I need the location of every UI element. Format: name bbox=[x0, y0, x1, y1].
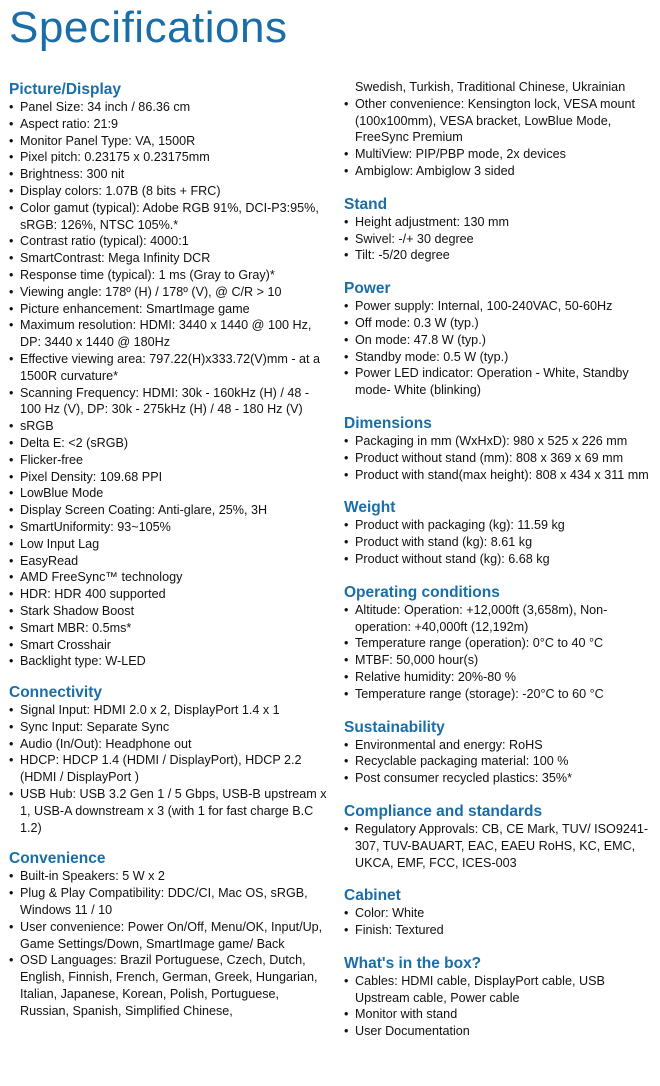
section-sustainability bbox=[344, 717, 656, 787]
spec-item: • Contrast ratio (typical): 4000:1 bbox=[9, 233, 331, 250]
spec-item: • Post consumer recycled plastics: 35%* bbox=[344, 770, 656, 787]
spec-item: • HDCP: HDCP 1.4 (HDMI / DisplayPort), HDCP 2.2 (HDMI / DisplayPort ) bbox=[9, 752, 331, 786]
spec-item: • Sync Input: Separate Sync bbox=[9, 719, 331, 736]
spec-item: • OSD Languages: Brazil Portuguese, Czech, Dutch, English, Finnish, French, German, Greek, Hungarian, Italian, Japanese, Korean, Polish, Portuguese, Russian, Spanish, Simplified Chinese, bbox=[9, 952, 331, 1019]
spec-item: • Maximum resolution: HDMI: 3440 x 1440 @ 100 Hz, DP: 3440 x 1440 @ 180Hz bbox=[9, 317, 331, 351]
page-title: Specifications bbox=[9, 3, 288, 52]
right-column bbox=[344, 79, 656, 1040]
spec-item: • Relative humidity: 20%-80 % bbox=[344, 669, 656, 686]
spec-item: • Power LED indicator: Operation - White, Standby mode- White (blinking) bbox=[344, 365, 656, 399]
spec-item: • Finish: Textured bbox=[344, 922, 656, 939]
section-weight bbox=[344, 497, 656, 567]
spec-item: • Viewing angle: 178º (H) / 178º (V), @ C/R > 10 bbox=[9, 284, 331, 301]
section-stand bbox=[344, 194, 656, 264]
section-title: Cabinet bbox=[344, 887, 401, 905]
section-what-s-in-the-box bbox=[344, 953, 656, 1040]
spec-item: • Altitude: Operation: +12,000ft (3,658m), Non-operation: +40,000ft (12,192m) bbox=[344, 602, 656, 636]
spec-item: • Height adjustment: 130 mm bbox=[344, 214, 656, 231]
left-column bbox=[9, 79, 331, 1020]
section-title: Stand bbox=[344, 195, 388, 213]
spec-item: • Product without stand (kg): 6.68 kg bbox=[344, 551, 656, 568]
spec-item: • Scanning Frequency: HDMI: 30k - 160kHz (H) / 48 - 100 Hz (V), DP: 30k - 275kHz (H) / 48 - 180 Hz (V) bbox=[9, 385, 331, 419]
section-picture-display bbox=[9, 79, 331, 670]
spec-item: • Off mode: 0.3 W (typ.) bbox=[344, 315, 656, 332]
section-title: What's in the box? bbox=[344, 954, 482, 972]
spec-item: • Other convenience: Kensington lock, VESA mount (100x100mm), VESA bracket, LowBlue Mode, FreeSync Premium bbox=[344, 96, 656, 146]
spec-item: • Product without stand (mm): 808 x 369 x 69 mm bbox=[344, 450, 656, 467]
spec-item: • Signal Input: HDMI 2.0 x 2, DisplayPort 1.4 x 1 bbox=[9, 702, 331, 719]
spec-item: • MultiView: PIP/PBP mode, 2x devices bbox=[344, 146, 656, 163]
section-title: Compliance and standards bbox=[344, 802, 543, 820]
section-title: Connectivity bbox=[9, 684, 103, 702]
section-convenience bbox=[9, 848, 331, 1019]
spec-item: • Backlight type: W-LED bbox=[9, 653, 331, 670]
spec-item: • SmartContrast: Mega Infinity DCR bbox=[9, 250, 331, 267]
spec-item: • Cables: HDMI cable, DisplayPort cable, USB Upstream cable, Power cable bbox=[344, 973, 656, 1007]
section-title: Dimensions bbox=[344, 414, 432, 432]
section-operating-conditions bbox=[344, 582, 656, 703]
spec-item: • Brightness: 300 nit bbox=[9, 166, 331, 183]
section-title: Sustainability bbox=[344, 718, 445, 736]
spec-item: • Aspect ratio: 21:9 bbox=[9, 116, 331, 133]
spec-item: • Plug & Play Compatibility: DDC/CI, Mac OS, sRGB, Windows 11 / 10 bbox=[9, 885, 331, 919]
spec-item: • Monitor Panel Type: VA, 1500R bbox=[9, 133, 331, 150]
spec-item: • Flicker-free bbox=[9, 452, 331, 469]
section-title: Weight bbox=[344, 499, 396, 517]
spec-item: • Stark Shadow Boost bbox=[9, 603, 331, 620]
spec-item: • Audio (In/Out): Headphone out bbox=[9, 736, 331, 753]
spec-item: • Pixel Density: 109.68 PPI bbox=[9, 469, 331, 486]
spec-item: • Swivel: -/+ 30 degree bbox=[344, 231, 656, 248]
spec-item: • Response time (typical): 1 ms (Gray to Gray)* bbox=[9, 267, 331, 284]
spec-item: • Built-in Speakers: 5 W x 2 bbox=[9, 868, 331, 885]
spec-item: • MTBF: 50,000 hour(s) bbox=[344, 652, 656, 669]
section-title: Convenience bbox=[9, 850, 106, 868]
continued-item-text: Swedish, Turkish, Traditional Chinese, Ukrainian bbox=[355, 80, 626, 94]
section-continued bbox=[344, 96, 656, 180]
section-connectivity bbox=[9, 682, 331, 836]
section-compliance-and-standards bbox=[344, 801, 656, 871]
spec-item: • Pixel pitch: 0.23175 x 0.23175mm bbox=[9, 149, 331, 166]
spec-item: • Picture enhancement: SmartImage game bbox=[9, 301, 331, 318]
spec-item: • Temperature range (operation): 0°C to 40 °C bbox=[344, 635, 656, 652]
spec-item: • Display colors: 1.07B (8 bits + FRC) bbox=[9, 183, 331, 200]
spec-item: • Temperature range (storage): -20°C to 60 °C bbox=[344, 686, 656, 703]
spec-item: • Environmental and energy: RoHS bbox=[344, 737, 656, 754]
spec-item: • sRGB bbox=[9, 418, 331, 435]
spec-item: • Product with packaging (kg): 11.59 kg bbox=[344, 517, 656, 534]
spec-item: • Color: White bbox=[344, 905, 656, 922]
spec-item: • On mode: 47.8 W (typ.) bbox=[344, 332, 656, 349]
spec-item: • Tilt: -5/20 degree bbox=[344, 247, 656, 264]
spec-item: • HDR: HDR 400 supported bbox=[9, 586, 331, 603]
spec-item: • Regulatory Approvals: CB, CE Mark, TUV/ ISO9241-307, TUV-BAUART, EAC, EAEU RoHS, KC, EMC, UKCA, EMF, FCC, ICES-003 bbox=[344, 821, 656, 871]
spec-item: • EasyRead bbox=[9, 553, 331, 570]
section-dimensions bbox=[344, 413, 656, 483]
spec-item: • Color gamut (typical): Adobe RGB 91%, DCI-P3:95%, sRGB: 126%, NTSC 105%.* bbox=[9, 200, 331, 234]
spec-item: • Panel Size: 34 inch / 86.36 cm bbox=[9, 99, 331, 116]
spec-item: • Low Input Lag bbox=[9, 536, 331, 553]
spec-item: • USB Hub: USB 3.2 Gen 1 / 5 Gbps, USB-B upstream x 1, USB-A downstream x 3 (with 1 for fast charge B.C 1.2) bbox=[9, 786, 331, 836]
spec-item: • Power supply: Internal, 100-240VAC, 50-60Hz bbox=[344, 298, 656, 315]
spec-item: • Product with stand(max height): 808 x 434 x 311 mm bbox=[344, 467, 656, 484]
section-title: Picture/Display bbox=[9, 81, 121, 98]
spec-item: • LowBlue Mode bbox=[9, 485, 331, 502]
spec-item: • Recyclable packaging material: 100 % bbox=[344, 753, 656, 770]
spec-item: • Display Screen Coating: Anti-glare, 25%, 3H bbox=[9, 502, 331, 519]
spec-item: • SmartUniformity: 93~105% bbox=[9, 519, 331, 536]
spec-item: • Effective viewing area: 797.22(H)x333.72(V)mm - at a 1500R curvature* bbox=[9, 351, 331, 385]
spec-item: • Ambiglow: Ambiglow 3 sided bbox=[344, 163, 656, 180]
spec-item: • Delta E: <2 (sRGB) bbox=[9, 435, 331, 452]
section-title: Power bbox=[344, 280, 391, 298]
spec-item: • Product with stand (kg): 8.61 kg bbox=[344, 534, 656, 551]
spec-item: • Monitor with stand bbox=[344, 1006, 656, 1023]
spec-item: • User convenience: Power On/Off, Menu/OK, Input/Up, Game Settings/Down, SmartImage game/ Back bbox=[9, 919, 331, 953]
section-cabinet bbox=[344, 885, 656, 939]
spec-item: • Packaging in mm (WxHxD): 980 x 525 x 226 mm bbox=[344, 433, 656, 450]
spec-item: • Standby mode: 0.5 W (typ.) bbox=[344, 349, 656, 366]
spec-item: • AMD FreeSync™ technology bbox=[9, 569, 331, 586]
section-power bbox=[344, 278, 656, 399]
spec-item: • User Documentation bbox=[344, 1023, 656, 1040]
spec-item: • Smart Crosshair bbox=[9, 637, 331, 654]
section-title: Operating conditions bbox=[344, 583, 500, 601]
spec-item: • Smart MBR: 0.5ms* bbox=[9, 620, 331, 637]
